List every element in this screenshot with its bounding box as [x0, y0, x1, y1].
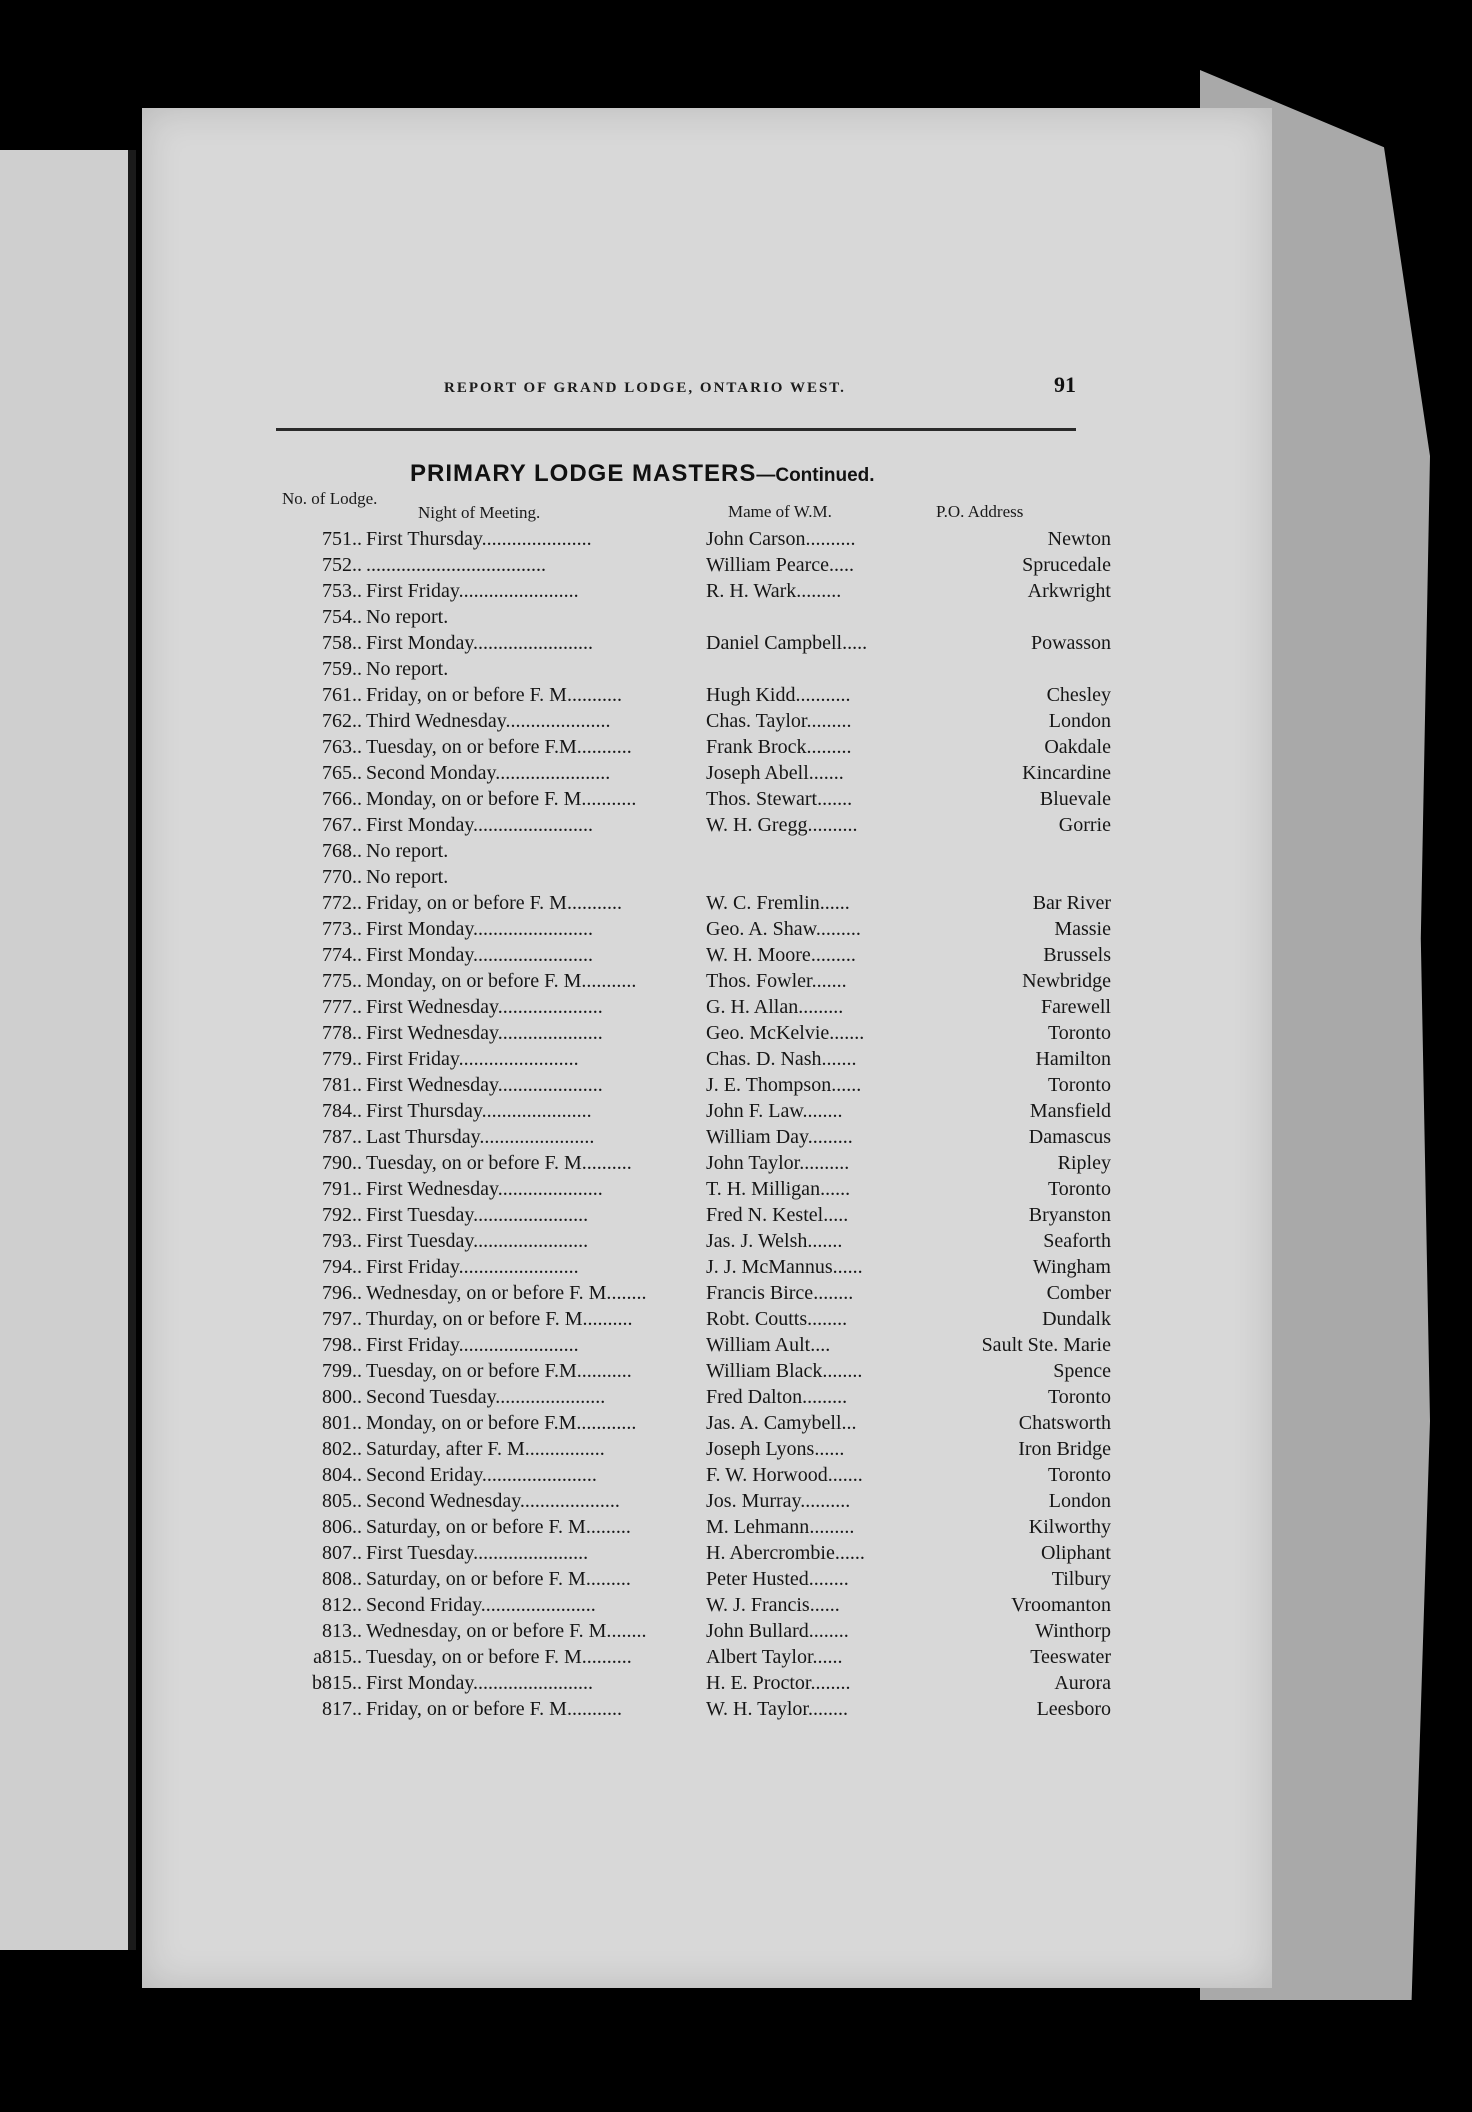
lodge-number: 777: [322, 996, 352, 1018]
post-office-address: Powasson: [1030, 632, 1111, 654]
lodge-number: 798: [322, 1334, 352, 1356]
table-row: [278, 1256, 1118, 1282]
post-office-address: Bluevale: [1039, 788, 1111, 810]
meeting-night: No report.: [366, 658, 449, 680]
dot-leader: ..: [352, 1620, 362, 1642]
table-row: [278, 528, 1118, 554]
table-row: [278, 918, 1118, 944]
dot-leader: ..: [352, 762, 362, 784]
dot-leader: ..: [352, 632, 362, 654]
lodge-number: 794: [322, 1256, 352, 1278]
meeting-night: First Friday........................: [366, 1256, 579, 1278]
post-office-address: London: [1048, 1490, 1111, 1512]
table-row: [278, 1308, 1118, 1334]
table-row: [278, 1464, 1118, 1490]
table-row: [278, 1698, 1118, 1724]
master-name: H. E. Proctor........: [706, 1672, 851, 1694]
lodge-number: 761: [322, 684, 352, 706]
table-row: [278, 866, 1118, 892]
table-row: [278, 1672, 1118, 1698]
table-row: [278, 1412, 1118, 1438]
table-row: [278, 1386, 1118, 1412]
dot-leader: ..: [352, 996, 362, 1018]
post-office-address: Iron Bridge: [1018, 1438, 1111, 1460]
column-header-lodge-no: [282, 490, 377, 507]
table-row: [278, 1126, 1118, 1152]
lodge-number: 790: [322, 1152, 352, 1174]
dot-leader: ..: [352, 1438, 362, 1460]
lodge-number: 806: [322, 1516, 352, 1538]
post-office-address: Bar River: [1032, 892, 1111, 914]
master-name: Chas. Taylor.........: [706, 710, 852, 732]
table-row: [278, 788, 1118, 814]
table-row: [278, 1282, 1118, 1308]
meeting-night: No report.: [366, 606, 449, 628]
master-name: T. H. Milligan......: [706, 1178, 851, 1200]
lodge-number: 804: [322, 1464, 352, 1486]
post-office-address: Arkwright: [1027, 580, 1111, 602]
dot-leader: ..: [352, 840, 362, 862]
lodge-number: 770: [322, 866, 352, 888]
lodge-number: 802: [322, 1438, 352, 1460]
master-name: W. J. Francis......: [706, 1594, 840, 1616]
master-name: John Bullard........: [706, 1620, 849, 1642]
master-name: Fred Dalton.........: [706, 1386, 848, 1408]
table-row: [278, 580, 1118, 606]
dot-leader: ..: [352, 814, 362, 836]
table-row: [278, 996, 1118, 1022]
dot-leader: ..: [352, 1204, 362, 1226]
page-number: 91: [1054, 372, 1076, 397]
lodge-number: 773: [322, 918, 352, 940]
dot-leader: ..: [352, 1256, 362, 1278]
master-name: Frank Brock.........: [706, 736, 852, 758]
dot-leader: ..: [352, 1334, 362, 1356]
master-name: W. H. Gregg..........: [706, 814, 858, 836]
lodge-masters-list: [278, 528, 1118, 1724]
master-name: William Black........: [706, 1360, 863, 1382]
lodge-number: 774: [322, 944, 352, 966]
dot-leader: ..: [352, 1646, 362, 1668]
dot-leader: ..: [352, 1386, 362, 1408]
table-row: [278, 1230, 1118, 1256]
table-row: [278, 1568, 1118, 1594]
dot-leader: ..: [352, 788, 362, 810]
lodge-number: a815: [313, 1646, 352, 1668]
table-row: [278, 1334, 1118, 1360]
lodge-number: 807: [322, 1542, 352, 1564]
lodge-number: 752: [322, 554, 352, 576]
meeting-night: Saturday, after F. M................: [366, 1438, 605, 1460]
master-name: Robt. Coutts........: [706, 1308, 848, 1330]
master-name: Thos. Fowler.......: [706, 970, 847, 992]
dot-leader: ..: [352, 1074, 362, 1096]
lodge-number: 772: [322, 892, 352, 914]
table-row: [278, 1152, 1118, 1178]
dot-leader: ..: [352, 684, 362, 706]
lodge-number: 797: [322, 1308, 352, 1330]
dot-leader: ..: [352, 1516, 362, 1538]
dot-leader: ..: [352, 658, 362, 680]
post-office-address: Bryanston: [1028, 1204, 1111, 1226]
post-office-address: Ripley: [1057, 1152, 1111, 1174]
meeting-night: First Friday........................: [366, 580, 579, 602]
master-name: William Pearce.....: [706, 554, 855, 576]
meeting-night: First Thursday......................: [366, 1100, 592, 1122]
master-name: Chas. D. Nash.......: [706, 1048, 857, 1070]
post-office-address: Winthorp: [1035, 1620, 1111, 1642]
lodge-number: 792: [322, 1204, 352, 1226]
meeting-night: No report.: [366, 866, 449, 888]
lodge-number: 808: [322, 1568, 352, 1590]
table-row: [278, 944, 1118, 970]
master-name: Daniel Campbell.....: [706, 632, 868, 654]
meeting-night: Wednesday, on or before F. M........: [366, 1282, 647, 1304]
post-office-address: Oakdale: [1044, 736, 1111, 758]
post-office-address: Toronto: [1047, 1464, 1111, 1486]
post-office-address: Hamilton: [1035, 1048, 1111, 1070]
meeting-night: First Wednesday.....................: [366, 1022, 603, 1044]
post-office-address: Toronto: [1047, 1074, 1111, 1096]
meeting-night: First Wednesday.....................: [366, 1074, 603, 1096]
post-office-address: Teeswater: [1030, 1646, 1111, 1668]
table-row: [278, 736, 1118, 762]
lodge-number: 813: [322, 1620, 352, 1642]
lodge-number: 751: [322, 528, 352, 550]
post-office-address: Seaforth: [1043, 1230, 1111, 1252]
dot-leader: ..: [352, 1412, 362, 1434]
table-row: [278, 1074, 1118, 1100]
dot-leader: ..: [352, 1464, 362, 1486]
meeting-night: ....................................: [366, 554, 546, 576]
master-name: Francis Birce........: [706, 1282, 854, 1304]
dot-leader: ..: [352, 1230, 362, 1252]
meeting-night: Tuesday, on or before F.M...........: [366, 736, 632, 758]
lodge-number: 805: [322, 1490, 352, 1512]
post-office-address: Gorrie: [1058, 814, 1111, 836]
header-rule: [276, 428, 1076, 431]
post-office-address: Toronto: [1047, 1386, 1111, 1408]
meeting-night: First Tuesday.......................: [366, 1542, 589, 1564]
dot-leader: ..: [352, 1594, 362, 1616]
meeting-night: Saturday, on or before F. M.........: [366, 1568, 631, 1590]
post-office-address: Sprucedale: [1022, 554, 1111, 576]
meeting-night: Monday, on or before F. M...........: [366, 970, 637, 992]
dot-leader: ..: [352, 892, 362, 914]
post-office-address: Damascus: [1028, 1126, 1111, 1148]
table-row: [278, 1360, 1118, 1386]
dot-leader: ..: [352, 866, 362, 888]
lodge-number: 801: [322, 1412, 352, 1434]
meeting-night: First Thursday......................: [366, 528, 592, 550]
post-office-address: Vroomanton: [1011, 1594, 1111, 1616]
lodge-number: 753: [322, 580, 352, 602]
meeting-night: Thurday, on or before F. M..........: [366, 1308, 633, 1330]
post-office-address: Wingham: [1032, 1256, 1111, 1278]
meeting-night: Second Monday.......................: [366, 762, 611, 784]
dot-leader: ..: [352, 710, 362, 732]
meeting-night: Third Wednesday.....................: [366, 710, 611, 732]
master-name: G. H. Allan.........: [706, 996, 844, 1018]
master-name: Thos. Stewart.......: [706, 788, 853, 810]
post-office-address: Kilworthy: [1028, 1516, 1111, 1538]
table-row: [278, 814, 1118, 840]
meeting-night: Monday, on or before F.M............: [366, 1412, 637, 1434]
table-row: [278, 762, 1118, 788]
post-office-address: Leesboro: [1036, 1698, 1111, 1720]
master-name: F. W. Horwood.......: [706, 1464, 863, 1486]
master-name: Albert Taylor......: [706, 1646, 843, 1668]
post-office-address: Newton: [1047, 528, 1111, 550]
master-name: John Carson..........: [706, 528, 856, 550]
dot-leader: ..: [352, 1568, 362, 1590]
table-row: [278, 1594, 1118, 1620]
master-name: W. C. Fremlin......: [706, 892, 850, 914]
master-name: M. Lehmann.........: [706, 1516, 855, 1538]
lodge-number: 758: [322, 632, 352, 654]
dot-leader: ..: [352, 1672, 362, 1694]
meeting-night: Friday, on or before F. M...........: [366, 684, 622, 706]
table-row: [278, 892, 1118, 918]
post-office-address: Toronto: [1047, 1022, 1111, 1044]
meeting-night: First Monday........................: [366, 632, 594, 654]
master-name: Jas. A. Camybell...: [706, 1412, 857, 1434]
table-row: [278, 970, 1118, 996]
dot-leader: ..: [352, 1178, 362, 1200]
dot-leader: ..: [352, 1542, 362, 1564]
lodge-number: 800: [322, 1386, 352, 1408]
meeting-night: First Monday........................: [366, 1672, 594, 1694]
table-row: [278, 1100, 1118, 1126]
post-office-address: Aurora: [1054, 1672, 1111, 1694]
post-office-address: Oliphant: [1041, 1542, 1111, 1564]
meeting-night: First Monday........................: [366, 918, 594, 940]
lodge-number: 767: [322, 814, 352, 836]
lodge-number: b815: [312, 1672, 352, 1694]
master-name: R. H. Wark.........: [706, 580, 842, 602]
lodge-number: 779: [322, 1048, 352, 1070]
table-row: [278, 1490, 1118, 1516]
lodge-number: 775: [322, 970, 352, 992]
meeting-night: First Friday........................: [366, 1334, 579, 1356]
master-name: Geo. A. Shaw.........: [706, 918, 861, 940]
table-row: [278, 658, 1118, 684]
master-name: J. E. Thompson......: [706, 1074, 862, 1096]
master-name: W. H. Taylor........: [706, 1698, 848, 1720]
post-office-address: Massie: [1054, 918, 1111, 940]
lodge-number: 766: [322, 788, 352, 810]
table-row: [278, 1022, 1118, 1048]
master-name: H. Abercrombie......: [706, 1542, 865, 1564]
master-name: John Taylor..........: [706, 1152, 850, 1174]
master-name: Geo. McKelvie.......: [706, 1022, 865, 1044]
post-office-address: Chesley: [1046, 684, 1111, 706]
master-name: J. J. McMannus......: [706, 1256, 863, 1278]
meeting-night: Second Tuesday......................: [366, 1386, 606, 1408]
meeting-night: First Wednesday.....................: [366, 1178, 603, 1200]
meeting-night: Wednesday, on or before F. M........: [366, 1620, 647, 1642]
table-row: [278, 632, 1118, 658]
master-name: William Day.........: [706, 1126, 853, 1148]
lodge-number: 762: [322, 710, 352, 732]
master-name: Hugh Kidd...........: [706, 684, 851, 706]
table-row: [278, 1646, 1118, 1672]
post-office-address: London: [1048, 710, 1111, 732]
column-header-lodge-no-text: No. of Lodge.: [282, 489, 378, 508]
dot-leader: ..: [352, 1360, 362, 1382]
master-name: Jas. J. Welsh.......: [706, 1230, 843, 1252]
lodge-number: 796: [322, 1282, 352, 1304]
lodge-number: 778: [322, 1022, 352, 1044]
table-row: [278, 1178, 1118, 1204]
dot-leader: ..: [352, 1152, 362, 1174]
book-gutter: [128, 150, 136, 1950]
table-row: [278, 840, 1118, 866]
master-name: Fred N. Kestel.....: [706, 1204, 849, 1226]
master-name: William Ault....: [706, 1334, 831, 1356]
table-row: [278, 1620, 1118, 1646]
post-office-address: Brussels: [1043, 944, 1111, 966]
table-row: [278, 1438, 1118, 1464]
column-header-address: P.O. Address: [936, 502, 1024, 521]
dot-leader: ..: [352, 1126, 362, 1148]
dot-leader: ..: [352, 1282, 362, 1304]
dot-leader: ..: [352, 1022, 362, 1044]
lodge-number: 787: [322, 1126, 352, 1148]
lodge-number: 763: [322, 736, 352, 758]
dot-leader: ..: [352, 1100, 362, 1122]
master-name: Joseph Lyons......: [706, 1438, 845, 1460]
master-name: Peter Husted........: [706, 1568, 849, 1590]
column-header-night: Night of Meeting.: [418, 503, 541, 522]
lodge-number: 799: [322, 1360, 352, 1382]
meeting-night: First Monday........................: [366, 944, 594, 966]
dot-leader: ..: [352, 1490, 362, 1512]
table-row: [278, 1516, 1118, 1542]
dot-leader: ..: [352, 528, 362, 550]
post-office-address: Dundalk: [1042, 1308, 1111, 1330]
lodge-number: 765: [322, 762, 352, 784]
meeting-night: First Friday........................: [366, 1048, 579, 1070]
meeting-night: Tuesday, on or before F. M..........: [366, 1646, 632, 1668]
dot-leader: ..: [352, 944, 362, 966]
meeting-night: Second Wednesday....................: [366, 1490, 620, 1512]
post-office-address: Sault Ste. Marie: [981, 1334, 1111, 1356]
meeting-night: Monday, on or before F. M...........: [366, 788, 637, 810]
post-office-address: Spence: [1053, 1360, 1111, 1382]
lodge-number: 759: [322, 658, 352, 680]
meeting-night: Friday, on or before F. M...........: [366, 892, 622, 914]
lodge-number: 793: [322, 1230, 352, 1252]
master-name: Jos. Murray..........: [706, 1490, 851, 1512]
lodge-number: 817: [322, 1698, 352, 1720]
table-row: [278, 554, 1118, 580]
meeting-night: Saturday, on or before F. M.........: [366, 1516, 631, 1538]
master-name: John F. Law........: [706, 1100, 843, 1122]
master-name: W. H. Moore.........: [706, 944, 856, 966]
table-row: [278, 684, 1118, 710]
meeting-night: Last Thursday.......................: [366, 1126, 595, 1148]
meeting-night: No report.: [366, 840, 449, 862]
meeting-night: Tuesday, on or before F. M..........: [366, 1152, 632, 1174]
post-office-address: Comber: [1046, 1282, 1111, 1304]
post-office-address: Tilbury: [1051, 1568, 1111, 1590]
dot-leader: ..: [352, 554, 362, 576]
post-office-address: Toronto: [1047, 1178, 1111, 1200]
lodge-number: 784: [322, 1100, 352, 1122]
lodge-number: 791: [322, 1178, 352, 1200]
table-row: [278, 1542, 1118, 1568]
meeting-night: Friday, on or before F. M...........: [366, 1698, 622, 1720]
table-row: [278, 710, 1118, 736]
column-header-name: Mame of W.M.: [728, 502, 832, 521]
lodge-number: 768: [322, 840, 352, 862]
meeting-night: First Tuesday.......................: [366, 1230, 589, 1252]
table-row: [278, 606, 1118, 632]
section-title-main: PRIMARY LODGE MASTERS: [410, 460, 757, 487]
lodge-number: 754: [322, 606, 352, 628]
meeting-night: Second Eriday.......................: [366, 1464, 597, 1486]
section-title-continued: —Continued.: [756, 465, 875, 486]
dot-leader: ..: [352, 1308, 362, 1330]
meeting-night: Tuesday, on or before F.M...........: [366, 1360, 632, 1382]
dot-leader: ..: [352, 918, 362, 940]
section-title: [410, 460, 1050, 488]
table-row: [278, 1204, 1118, 1230]
post-office-address: Farewell: [1041, 996, 1111, 1018]
post-office-address: Kincardine: [1022, 762, 1111, 784]
lodge-number: 812: [322, 1594, 352, 1616]
dot-leader: ..: [352, 1048, 362, 1070]
meeting-night: Second Friday.......................: [366, 1594, 596, 1616]
post-office-address: Chatsworth: [1018, 1412, 1111, 1434]
facing-page: [0, 150, 128, 1950]
post-office-address: Newbridge: [1022, 970, 1111, 992]
lodge-number: 781: [322, 1074, 352, 1096]
dot-leader: ..: [352, 970, 362, 992]
meeting-night: First Tuesday.......................: [366, 1204, 589, 1226]
meeting-night: First Wednesday.....................: [366, 996, 603, 1018]
dot-leader: ..: [352, 1698, 362, 1720]
dot-leader: ..: [352, 606, 362, 628]
dot-leader: ..: [352, 580, 362, 602]
dot-leader: ..: [352, 736, 362, 758]
master-name: Joseph Abell.......: [706, 762, 844, 784]
table-row: [278, 1048, 1118, 1074]
meeting-night: First Monday........................: [366, 814, 594, 836]
running-title: REPORT OF GRAND LODGE, ONTARIO WEST.: [444, 380, 846, 396]
post-office-address: Mansfield: [1029, 1100, 1111, 1122]
